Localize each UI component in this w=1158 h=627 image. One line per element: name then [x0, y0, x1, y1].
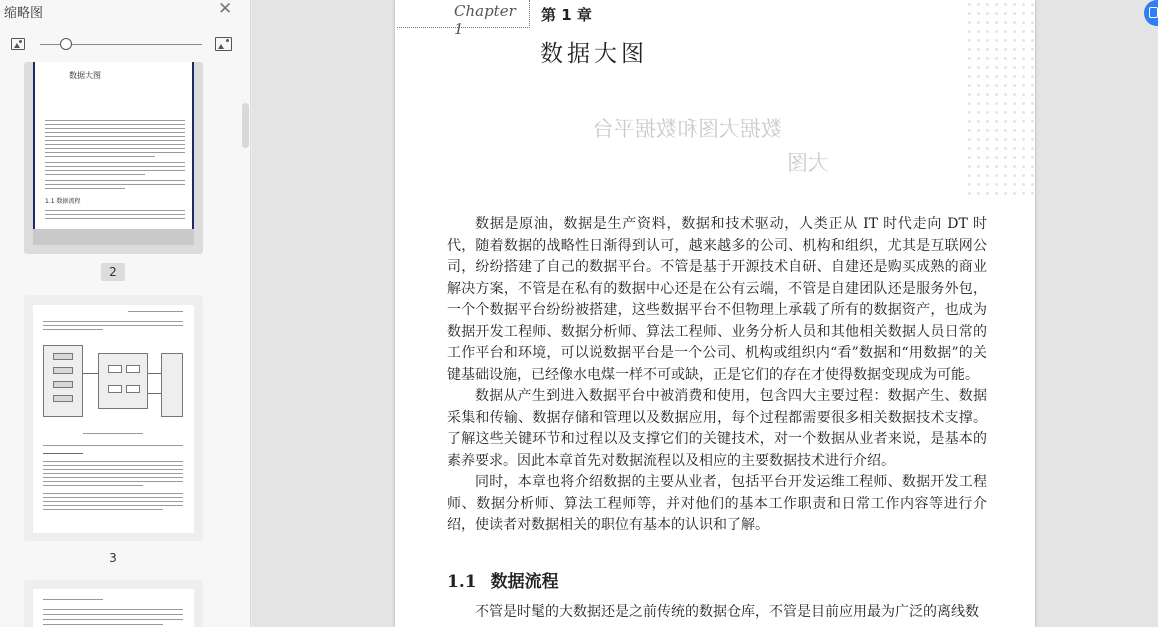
section-number: 1.1: [447, 572, 477, 592]
thumbnail-page-2[interactable]: [24, 62, 203, 254]
large-image-icon[interactable]: [215, 37, 232, 51]
sidebar-header: [0, 0, 251, 22]
bleed-through-text: 数据大图和数据平台: [593, 117, 782, 141]
chapter-title: 数据大图: [540, 41, 648, 67]
close-icon[interactable]: ✕: [218, 0, 233, 19]
thumbnail-page-number: 3: [109, 551, 117, 565]
document-page: [395, 0, 1035, 627]
chapter-body: [447, 214, 987, 537]
document-viewer[interactable]: [252, 0, 1158, 627]
small-image-icon[interactable]: [11, 38, 25, 50]
thumbnail-page-3[interactable]: [24, 295, 203, 541]
bleed-through-text: 大图: [787, 151, 829, 175]
thumbnail-list[interactable]: [0, 62, 251, 627]
thumbnail-sidebar: [0, 0, 251, 627]
paragraph: 同时，本章也将介绍数据的主要从业者，包括平台开发运维工程师、数据开发工程师、数据分析师、算法工程师等，并对他们的基本工作职责和日常工作内容等进行介绍，使读者对数据相关的职位有基本的认识和了解。: [447, 474, 987, 533]
thumbnail-page-4[interactable]: [24, 580, 203, 627]
thumbnail-page-image: [33, 305, 194, 533]
thumbnail-heading: 数据大图: [69, 71, 101, 80]
paragraph: 数据是原油，数据是生产资料，数据和技术驱动，人类正从 IT 时代走向 DT 时代，随着数据的战略性日渐得到认可，越来越多的公司、机构和组织，尤其是互联网公司，纷纷搭建了自己的数据平台。不管是基于开源技术自研、自建还是购买成熟的商业解决方案，不管是在私有的数据中心还是在公有云端，不管是自建团队还是服务外包，一个个数据平台纷纷被搭建，这些数据平台不但物理上承载了所有的数据资产，也成为数据开发工程师、数据分析师、算法工程师、业务分析人员和其他相关数据人员日常的工作平台和环境，可以说数据平台是一个公司、机构或组织内“看”数据和“用数据”的关键基础设施，已经像水电煤一样不可或缺，正是它们的存在才使得数据变现成为可能。: [447, 216, 987, 383]
section-title: 数据流程: [490, 572, 559, 592]
thumbnail-page-image: [33, 62, 194, 245]
thumbnail-page-image: [33, 589, 194, 627]
paragraph: 数据从产生到进入数据平台中被消费和使用，包含四大主要过程：数据产生、数据采集和传输、数据存储和管理以及数据应用，每个过程都需要很多相关数据技术支撑。了解这些关键环节和过程以及支撑它们的关键技术，对一个数据从业者来说，是基本的素养要求。因此本章首先对数据流程以及相应的主要数据技术进行介绍。: [447, 388, 987, 469]
chapter-label-box: [397, 0, 530, 38]
thumbnail-page-number: 2: [101, 263, 125, 281]
thumbnail-section: 1.1 数据流程: [45, 198, 81, 205]
document-icon: [1149, 7, 1158, 18]
sidebar-title: 缩略图: [4, 6, 44, 21]
chapter-script-label: Chapter 1: [454, 2, 516, 38]
chapter-number: 第 1 章: [541, 6, 592, 24]
slider-handle[interactable]: [60, 38, 72, 50]
paragraph: 不管是时髦的大数据还是之前传统的数据仓库，不管是目前应用最为广泛的离线数: [475, 604, 979, 620]
thumbnail-zoom-control: [0, 32, 251, 56]
section-heading: [447, 567, 559, 592]
